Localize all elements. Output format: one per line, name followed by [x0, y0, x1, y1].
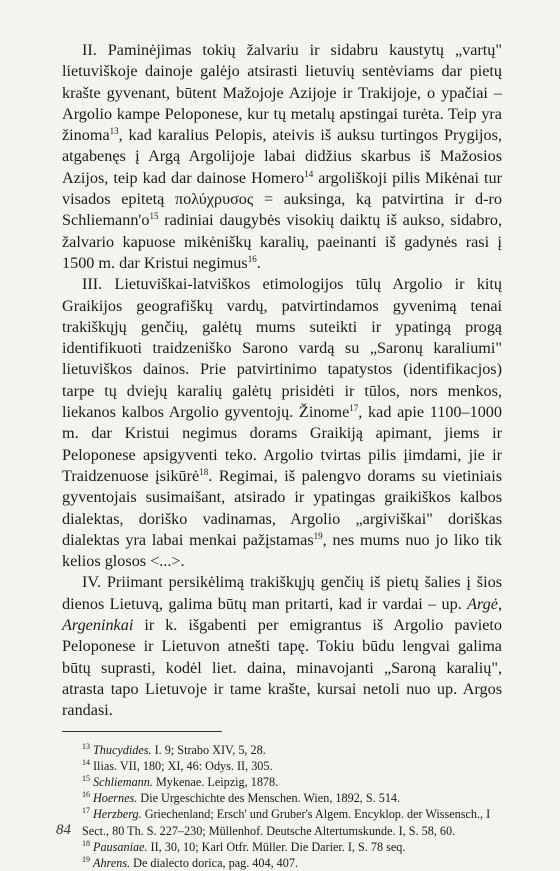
footnote-item [62, 742, 502, 758]
footnote-number: 17 [82, 806, 90, 815]
paragraph-text: II. Paminėjimas tokių žalvariu ir sidabru kaustytų „vartų" lietuviškoje dainoje galėjo atsirasti lietuvių sentėviams dar pietų krašte gyvenant, būtent Mažojoje Azijoje ir Trakijoje, o ypačiai – Argolio kampe Peloponese, kur tų metalų apstingai turėta. Teip yra žinoma [62, 41, 502, 144]
footnote-number: 19 [82, 855, 90, 864]
footnote-item [62, 758, 502, 774]
footnote-item [62, 839, 502, 855]
paragraph-text: radiniai daugybės visokių daiktų iš aukso, sidabro, žalvario kapuose mikėniškų karalių, paeinanti iš gadynės rasi į 1500 m. dar Kristui negimus [62, 211, 502, 272]
paragraph-text: . [257, 254, 261, 272]
footnote-author: Hoernes. [93, 791, 137, 805]
paragraph-text: , kad apie 1100–1000 m. dar Kristui negimus dorams Graikiją apimant, jiems ir Peloponese apsigyventi teko. Argolio tvirtas pilis įimdami, jie ir Traidzenuose įsikūrė [62, 403, 502, 485]
footnote-ref: 19 [314, 531, 323, 541]
footnote-number: 16 [82, 790, 90, 799]
footnote-author: Pausaniae. [93, 840, 148, 854]
paragraph-text: ir k. išgabenti per emigrantus iš Argolio pavieto Peloponese ir Lietuvon atnešti tapę. Tokiu būdu lengvai galima būtų suprasti, kodėl liet. daina, minavojanti „Saroną karalių", atrasta tapo Lietuvoje ir tame krašte, kursai netoli nuo up. Argos randasi. [62, 616, 502, 719]
footnote-author: Herzberg. [93, 807, 142, 821]
italic-term: Argė, Argeninkai [62, 595, 502, 634]
footnote-ref: 15 [149, 211, 158, 221]
footnote-author: Thucydides. [93, 743, 152, 757]
footnotes [62, 742, 502, 871]
footnote-text: Griechenland; Ersch' und Gruber's Algem. Encyklop. der Wissensch., I Sect., 80 Th. S. 227–230; Müllenhof. Deutsche Altertumskunde. I, S. 58, 60. [82, 807, 490, 837]
footnote-number: 18 [82, 839, 90, 848]
footnote-number: 13 [82, 742, 90, 751]
footnote-number: 15 [82, 774, 90, 783]
footnote-item [62, 774, 502, 790]
footnote-text: Die Urgeschichte des Menschen. Wien, 1892, S. 514. [137, 791, 400, 805]
paragraph-iv [62, 572, 502, 721]
footnote-item [62, 806, 502, 838]
paragraph-text: argoliškoji pilis Mikėnai tur visados epitetą πολύχρυσος = auksinga, ką patvirtina ir d-ro Schliemann'o [62, 169, 502, 230]
footnote-text: Ilias. VII, 180; XI, 46: Odys. II, 305. [93, 759, 273, 773]
footnote-text: I. 9; Strabo XIV, 5, 28. [152, 743, 266, 757]
footnote-author: Ahrens. [93, 856, 130, 870]
paragraph-text: , nes mums nuo jo liko tik kelios glosos <...>. [62, 531, 502, 570]
footnote-author: Schliemann. [93, 775, 153, 789]
paragraph-iii [62, 274, 502, 572]
paragraph-ii [62, 40, 502, 274]
footnote-text: De dialecto dorica, pag. 404, 407. [130, 856, 298, 870]
footnote-number: 14 [82, 758, 90, 767]
page-number: 84 [56, 822, 71, 839]
paragraph-text: . Regimai, iš palengvo dorams su vietiniais gyventojais susimaišant, atsirado ir ypatingas graikiškos kalbos dialektas, doriško vadinamas, Argolio „argiviškai" doriškas dialektas yra labai menkai pažįstamas [62, 467, 502, 549]
footnote-text: Mykenae. Leipzig, 1878. [153, 775, 278, 789]
footnote-text: II, 30, 10; Karl Otfr. Müller. Die Darier. I, S. 78 seq. [148, 840, 406, 854]
footnote-ref: 17 [349, 403, 358, 413]
footnote-item [62, 790, 502, 806]
footnote-ref: 16 [248, 254, 257, 264]
footnote-ref: 13 [110, 126, 119, 136]
footnote-ref: 18 [199, 467, 208, 477]
page-content [62, 40, 502, 871]
paragraph-text: , kad karalius Pelopis, ateivis iš auksu turtingos Prygijos, atgabenęs į Argą Argolijoje labai didžius skarbus iš Mažosios Azijos, teip kad dar dainose Homero [62, 126, 502, 187]
paragraph-text: IV. Priimant persikėlimą trakiškųjų genčių iš pietų šalies į šios dienos Lietuvą, galima būtų man pritarti, kad ir vardai – up. [62, 573, 502, 612]
footnote-separator [62, 731, 222, 732]
paragraph-text: III. Lietuviškai-latviškos etimologijos tūlų Argolio ir kitų Graikijos geografiškų vardų, patvirtindamos gyvenimą tenai trakiškųjų genčių, galėtų mums suteikti ir ypatingą progą identifikuoti traidzeniško Sarono vardą su „Saronų karaliumi" lietuviškos dainos. Prie patvirtinimo tapatystos (identifikacjos) tarpe tų dviejų karalių galėtų prisidėti ir tūlos, nors menkos, liekanos kalbos Argolio gyventojų. Žinome [62, 275, 502, 421]
footnote-ref: 14 [304, 169, 313, 179]
